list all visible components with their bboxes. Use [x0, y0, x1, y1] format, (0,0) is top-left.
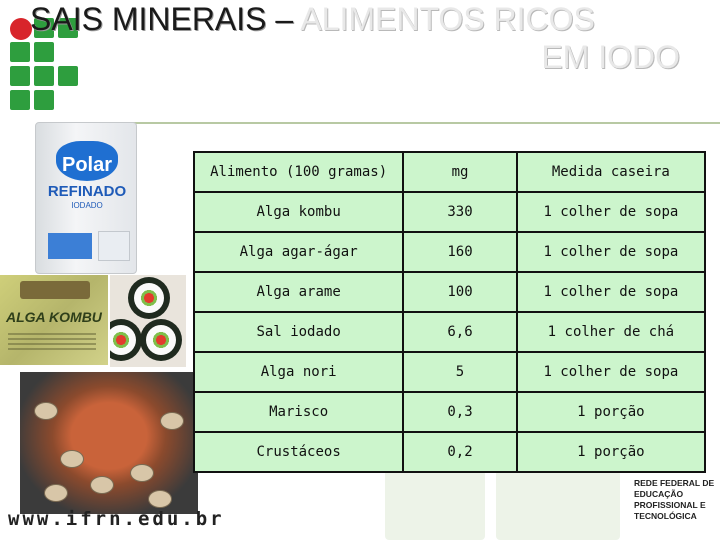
kombu-header: [20, 281, 90, 299]
salt-variant: IODADO: [71, 201, 103, 210]
table-row: [194, 392, 705, 432]
cell-mg: 6,6: [403, 312, 516, 352]
cell-measure: 1 colher de sopa: [517, 232, 705, 272]
sushi-roll: [128, 277, 170, 319]
cell-food: Crustáceos: [194, 432, 403, 472]
table-row: [194, 312, 705, 352]
salt-name: REFINADO: [47, 183, 127, 200]
header-mg: mg: [403, 152, 516, 192]
title-part-1: SAIS MINERAIS –: [30, 1, 301, 37]
cell-food: Marisco: [194, 392, 403, 432]
slide-title: [30, 0, 680, 76]
cell-food: Alga agar-ágar: [194, 232, 403, 272]
cell-food: Alga kombu: [194, 192, 403, 232]
table-row: [194, 232, 705, 272]
header-measure: Medida caseira: [517, 152, 705, 192]
cell-measure: 1 porção: [517, 392, 705, 432]
cell-mg: 0,3: [403, 392, 516, 432]
table-header-row: [194, 152, 705, 192]
decor-block: [496, 470, 620, 540]
cell-measure: 1 porção: [517, 432, 705, 472]
salt-bag-box: [48, 233, 92, 259]
cell-mg: 0,2: [403, 432, 516, 472]
table-row: [194, 192, 705, 232]
kombu-label: ALGA KOMBU: [6, 309, 102, 325]
sushi-roll: [110, 319, 142, 361]
cell-food: Alga arame: [194, 272, 403, 312]
cell-mg: 5: [403, 352, 516, 392]
kombu-package-image: [0, 275, 108, 365]
cell-measure: 1 colher de chá: [517, 312, 705, 352]
seafood-image: [20, 372, 198, 514]
cell-mg: 160: [403, 232, 516, 272]
salt-bag-image: [35, 122, 137, 274]
sushi-image: [110, 275, 186, 367]
title-part-2: ALIMENTOS RICOS: [300, 1, 595, 37]
decor-block: [385, 470, 485, 540]
cell-measure: 1 colher de sopa: [517, 192, 705, 232]
cell-measure: 1 colher de sopa: [517, 272, 705, 312]
website-url: www.ifrn.edu.br: [8, 508, 225, 530]
title-part-3: EM IODO: [541, 39, 680, 75]
kombu-subtext: [8, 333, 96, 351]
iodine-foods-table: [193, 151, 706, 473]
title-underline: [88, 122, 720, 124]
cell-mg: 100: [403, 272, 516, 312]
header-food: Alimento (100 gramas): [194, 152, 403, 192]
table-row: [194, 432, 705, 472]
cell-food: Alga nori: [194, 352, 403, 392]
rede-federal-text: REDE FEDERAL DE EDUCAÇÃO PROFISSIONAL E TECNOLÓGICA: [634, 478, 715, 521]
salt-bag-weight: [98, 231, 130, 261]
salt-brand: Polar: [56, 141, 118, 181]
table-row: [194, 272, 705, 312]
sushi-roll: [140, 319, 182, 361]
table-row: [194, 352, 705, 392]
cell-measure: 1 colher de sopa: [517, 352, 705, 392]
cell-food: Sal iodado: [194, 312, 403, 352]
cell-mg: 330: [403, 192, 516, 232]
